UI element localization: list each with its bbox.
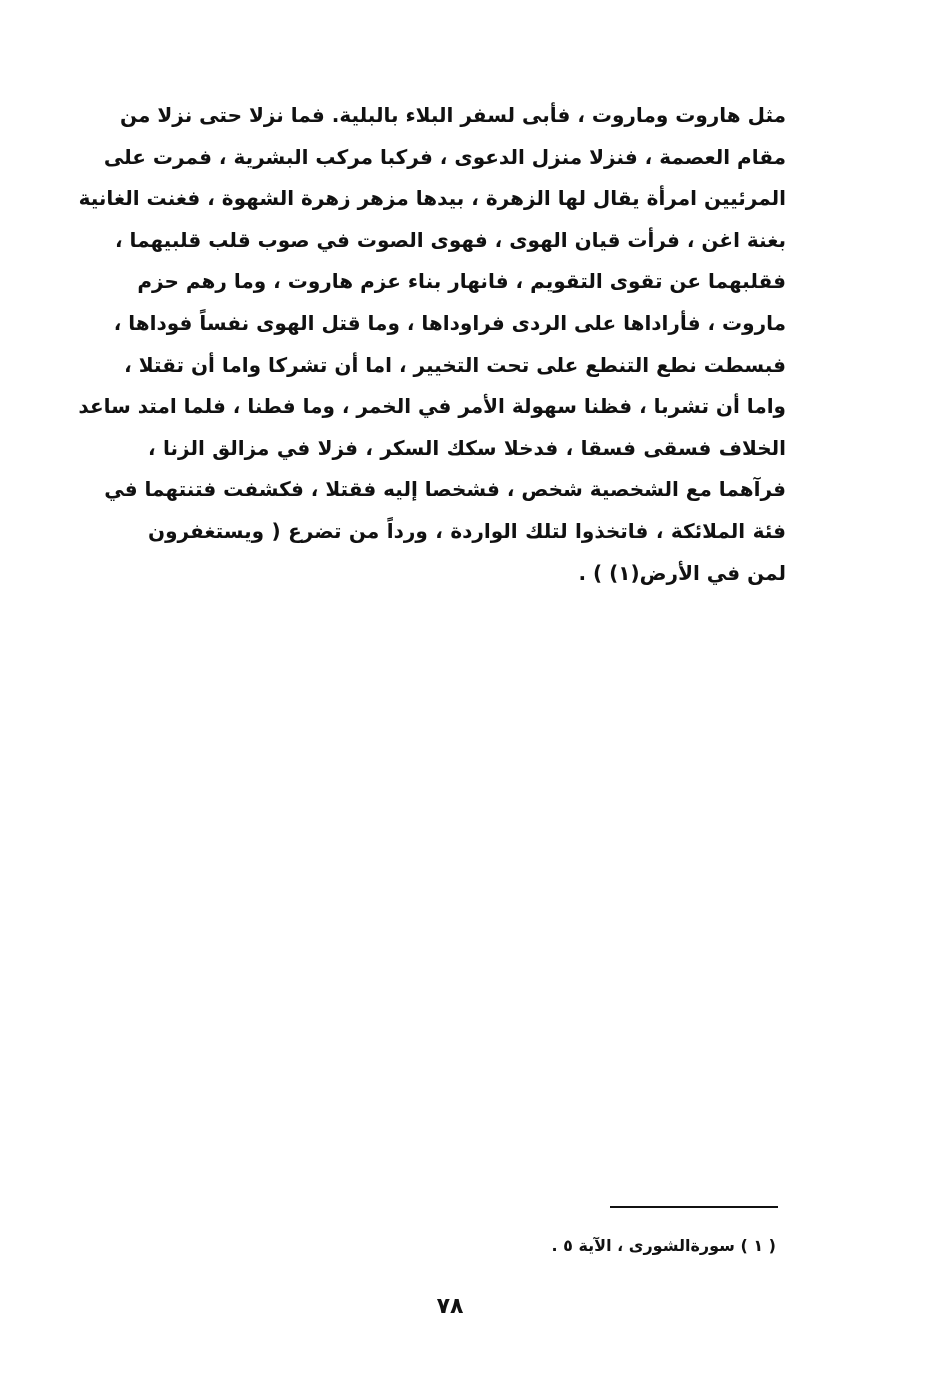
body-line: مثل هاروت وماروت ، فأبى لسفر البلاء بالبلية. فما نزلا حتى نزلا من — [120, 103, 786, 127]
page-number: ٧٨ — [436, 1294, 464, 1319]
body-line: المرئيين امرأة يقال لها الزهرة ، بيدها مزهر زهرة الشهوة ، فغنت الغانية — [78, 186, 786, 211]
body-line: ماروت ، فأراداها على الردى فراوداها ، وما قتل الهوى نفساً فوداها ، — [113, 310, 786, 335]
body-line: فقلبهما عن تقوى التقويم ، فانهار بناء عزم هاروت ، وما رهم حزم — [137, 269, 786, 294]
body-line: فبسطت نطع التنطع على تحت التخيير ، اما أن تشركا واما أن تقتلا ، — [124, 352, 786, 377]
body-line: فرآهما مع الشخصية شخص ، فشخصا إليه فقتلا ، فكشفت فتنتهما في — [104, 477, 786, 502]
body-line: مقام العصمة ، فنزلا منزل الدعوى ، فركبا مركب البشرية ، فمرت على — [103, 144, 786, 169]
body-line: لمن في الأرض(١) ) . — [578, 560, 786, 585]
footnote: ( ١ ) سورةالشورى ، الآية ٥ . — [551, 1236, 776, 1255]
body-line: الخلاف فسقى فسقا ، فدخلا سكك السكر ، فزلا في مزالق الزنا ، — [148, 435, 786, 460]
body-line: فئة الملائكة ، فاتخذوا لتلك الواردة ، ورداً من تضرع ( ويستغفرون — [148, 518, 786, 543]
body-line: بغنة اغن ، فرأت قيان الهوى ، فهوى الصوت في صوب قلب قلبيهما ، — [115, 227, 786, 252]
body-line: واما أن تشربا ، فظنا سهولة الأمر في الخمر ، وما فطنا ، فلما امتد ساعد — [78, 394, 786, 419]
footnote-divider — [610, 1206, 778, 1208]
body-text — [78, 95, 786, 594]
